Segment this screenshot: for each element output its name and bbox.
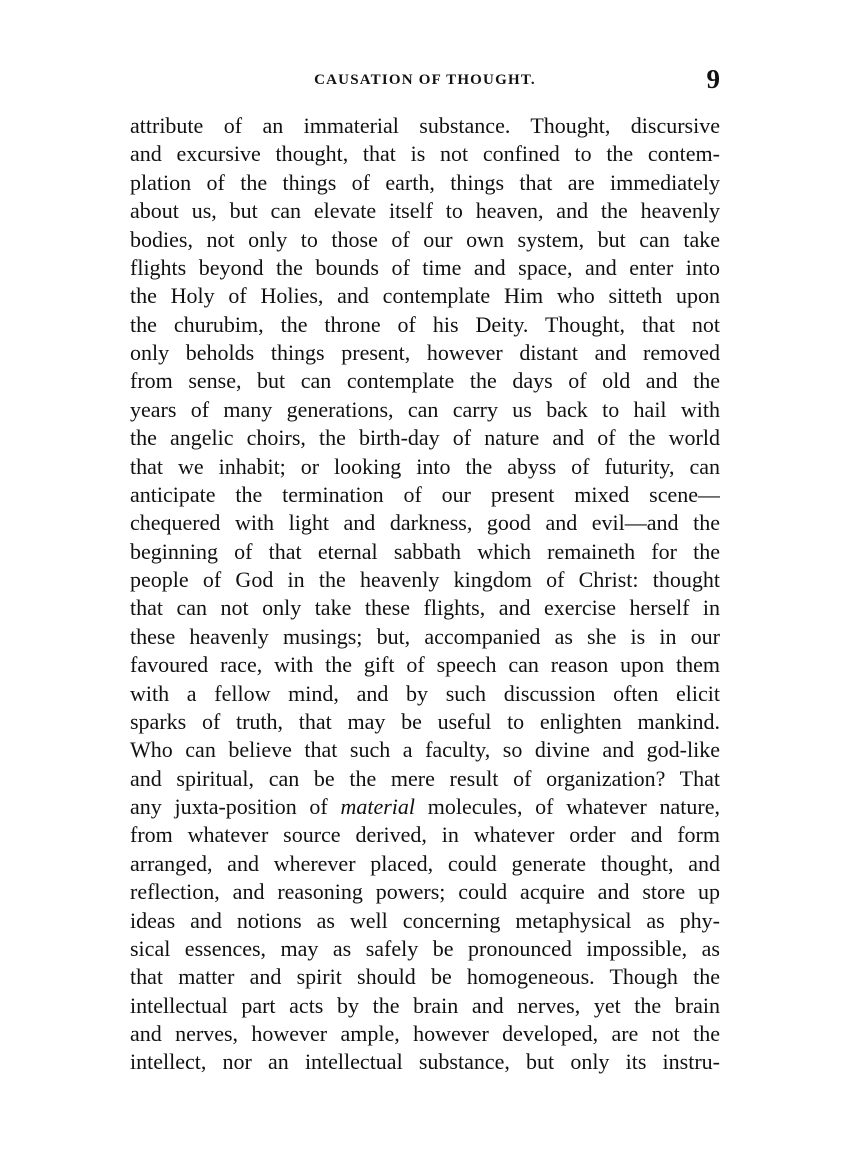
text-fragment: any juxta-position of [130,794,328,819]
text-line-with-italic [130,793,720,821]
text-line: and nerves, however ample, however developed, are not the [130,1021,720,1046]
text-line: years of many generations, can carry us back to hail with [130,396,720,422]
text-line: Who can believe that such a faculty, so divine and god-like [130,737,720,763]
text-line: and excursive thought, that is not confined to the contem- [130,141,720,167]
text-line: that we inhabit; or looking into the abyss of futurity, can [130,453,720,479]
text-line: people of God in the heavenly kingdom of Christ: thought [130,567,720,592]
text-line: the Holy of Holies, and contemplate Him who sitteth upon [130,283,720,309]
body-text [130,112,720,1077]
text-line: intellectual part acts by the brain and nerves, yet the brain [130,992,720,1018]
page-header [130,64,720,98]
text-line: from sense, but can contemplate the days of old and the [130,368,720,394]
text-line: and spiritual, can be the mere result of organization? That [130,765,720,791]
running-title: CAUSATION OF THOUGHT. [314,72,536,88]
text-line: about us, but can elevate itself to heaven, and the heavenly [130,198,720,224]
text-line: chequered with light and darkness, good and evil—and the [130,510,720,536]
text-line: these heavenly musings; but, accompanied as she is in our [130,623,720,649]
text-line: favoured race, with the gift of speech can reason upon them [130,652,720,678]
text-line: flights beyond the bounds of time and space, and enter into [130,254,720,280]
text-fragment: molecules, of whatever nature, [427,794,720,819]
text-line: sical essences, may as safely be pronounced impossible, as [130,935,720,961]
text-line: that matter and spirit should be homogeneous. Though the [130,964,720,990]
text-line: beginning of that eternal sabbath which remaineth for the [130,538,720,564]
italic-word: material [340,794,416,819]
text-line: arranged, and wherever placed, could generate thought, and [130,850,720,876]
text-line: from whatever source derived, in whatever order and form [130,822,720,848]
text-line: intellect, nor an intellectual substance, but only its instru- [130,1049,720,1075]
text-line: attribute of an immaterial substance. Thought, discursive [130,113,720,138]
text-line: the angelic choirs, the birth-day of nature and of the world [130,425,720,451]
text-line: ideas and notions as well concerning metaphysical as phy- [130,907,720,933]
text-line: sparks of truth, that may be useful to enlighten mankind. [130,708,720,734]
text-line: reflection, and reasoning powers; could acquire and store up [130,879,720,905]
text-line: that can not only take these flights, and exercise herself in [130,595,720,621]
text-line: anticipate the termination of our present mixed scene— [130,481,720,507]
text-line: the churubim, the throne of his Deity. Thought, that not [130,311,720,337]
text-line: with a fellow mind, and by such discussion often elicit [130,680,720,706]
text-line: plation of the things of earth, things that are immediately [130,169,720,195]
page-number: 9 [706,64,720,94]
text-line: bodies, not only to those of our own system, but can take [130,226,720,252]
text-line: only beholds things present, however distant and removed [130,340,720,365]
